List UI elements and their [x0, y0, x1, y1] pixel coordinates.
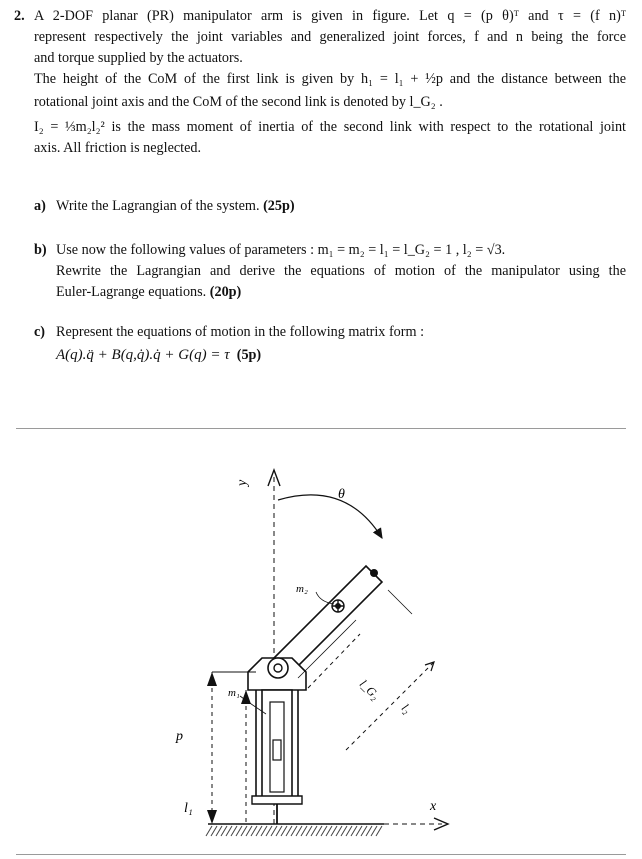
l1-label: l₁ [184, 801, 193, 816]
m2-label: m₂ [296, 583, 308, 595]
ground-hatch-line [331, 826, 337, 836]
part-c-label: c) [34, 324, 46, 340]
ground-hatch-line [256, 826, 262, 836]
part-a-points: (25p) [263, 198, 295, 214]
l1-dimension [241, 690, 251, 824]
ground-hatch-line [211, 826, 217, 836]
part-b-line-1: Use now the following values of parameters : m₁ = m₂ = l₁ = l_G₂ = 1 , l₂ = √3. [56, 242, 506, 258]
p-label: p [176, 729, 183, 744]
ground-hatch-line [281, 826, 287, 836]
ground-hatch-line [341, 826, 347, 836]
ground-hatch-line [246, 826, 252, 836]
part-b-label: b) [34, 242, 47, 258]
ground-hatch-line [226, 826, 232, 836]
ground [206, 824, 384, 836]
ground-hatch-line [286, 826, 292, 836]
ground-hatch-line [376, 826, 382, 836]
ground-hatch-line [241, 826, 247, 836]
ground-hatch-line [351, 826, 357, 836]
intro-line-1: A 2-DOF planar (PR) manipulator arm is given in figure. Let q = (p θ)ᵀ and τ = (f n)ᵀ [34, 8, 626, 24]
problem-number: 2. [14, 8, 25, 24]
matrix-equation: A(q).q̈ + B(q,q̇).q̇ + G(q) = τ [56, 347, 230, 363]
ground-hatch-line [356, 826, 362, 836]
part-c-text: Represent the equations of motion in the following matrix form : [56, 324, 425, 340]
divider-top [16, 428, 626, 429]
com-distance-line: rotational joint axis and the CoM of the second link is denoted by l_G₂ . [34, 94, 443, 110]
intro-line-2: represent respectively the joint variables and generalized joint forces, f and n being the force [34, 29, 626, 45]
ground-hatch-line [366, 826, 372, 836]
ground-hatch-line [301, 826, 307, 836]
revolute-joint [248, 658, 306, 690]
ground-hatch-line [236, 826, 242, 836]
friction-line: axis. All friction is neglected. [34, 140, 202, 156]
l2-label: l₂ [398, 700, 415, 717]
ground-hatch-line [336, 826, 342, 836]
inertia-line: I₂ = ⅓m₂l₂² is the mass moment of inertia of the second link with respect to the rotational joint [34, 119, 626, 135]
theta-arc [278, 495, 382, 538]
ground-hatch-line [216, 826, 222, 836]
divider-bottom [16, 854, 626, 855]
com-height-line: The height of the CoM of the first link is given by h₁ = l₁ + ½p and the distance between the [34, 71, 626, 87]
m1-label: m₁ [228, 687, 240, 699]
ground-hatch-line [261, 826, 267, 836]
ground-hatch-line [206, 826, 212, 836]
ground-hatch-line [326, 826, 332, 836]
ground-hatch-line [371, 826, 377, 836]
ground-hatch-line [321, 826, 327, 836]
ground-hatch-line [306, 826, 312, 836]
ground-hatch-line [221, 826, 227, 836]
ground-hatch-line [231, 826, 237, 836]
part-b-points: (20p) [209, 284, 242, 300]
lg2-label: l_G₂ [356, 676, 383, 703]
x-axis-label: x [430, 799, 437, 814]
part-a-text: Write the Lagrangian of the system. [56, 198, 260, 214]
part-b-line-3: Euler-Lagrange equations. [56, 284, 207, 300]
theta-label: θ [338, 487, 345, 502]
l2-dimension [346, 590, 434, 750]
ground-hatch-line [266, 826, 272, 836]
ground-hatch-line [276, 826, 282, 836]
ground-hatch-line [271, 826, 277, 836]
intro-line-3: and torque supplied by the actuators. [34, 50, 243, 66]
part-c-points: (5p) [236, 347, 262, 363]
ground-hatch-line [291, 826, 297, 836]
ground-hatch-line [361, 826, 367, 836]
ground-hatch-line [311, 826, 317, 836]
ground-hatch-line [251, 826, 257, 836]
part-a-label: a) [34, 198, 46, 214]
ground-hatch-line [296, 826, 302, 836]
ground-hatch-line [346, 826, 352, 836]
problem-statement [34, 6, 626, 159]
ground-hatch-line [316, 826, 322, 836]
part-b-line-2: Rewrite the Lagrangian and derive the equations of motion of the manipulator using the [56, 263, 626, 279]
manipulator-figure [16, 440, 626, 850]
x-axis [384, 818, 448, 830]
y-axis-label: y [235, 479, 250, 486]
